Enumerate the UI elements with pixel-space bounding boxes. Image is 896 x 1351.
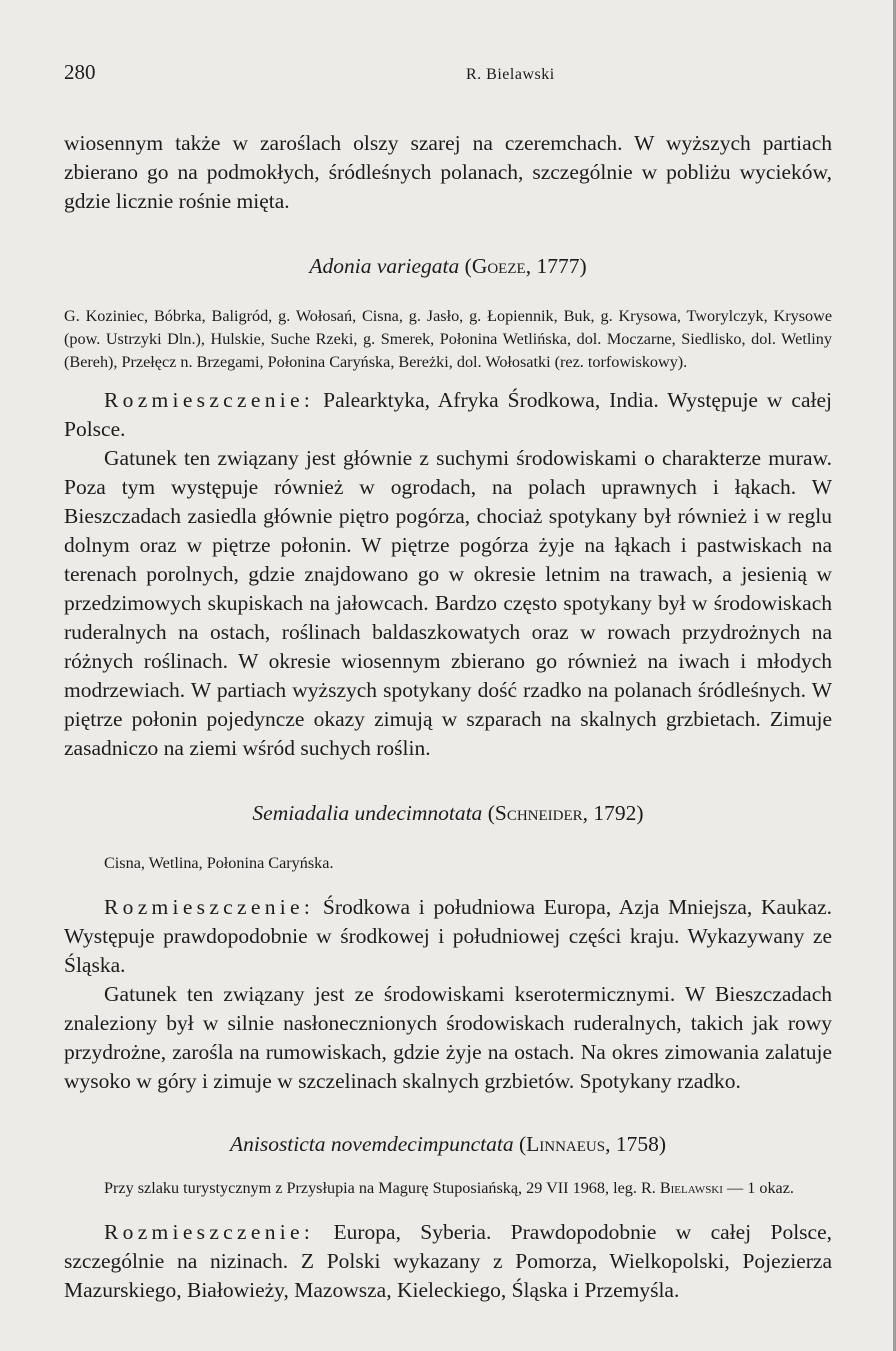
species-name: Anisosticta novemdecimpunctata [229,1132,514,1156]
specimen-count: — 1 okaz. [726,1179,794,1197]
page-number: 280 [64,60,96,84]
species-author: Goeze [471,254,526,278]
species-year: 1792 [593,801,637,825]
ecology-paragraph: Gatunek ten związany jest ze środowiskami kserotermicznymi. W Bieszczadach znaleziony był w silnie nasłonecznionych środowiskach ruderalnych, takich jak rowy przydrożne, zarośla na rumowiskach, gdzie żyje na ostach. Na okres zimowania zalatuje wysoko w góry i zimuje w szczelinach skalnych grzbietów. Spotykany rzadko. [64,982,832,1093]
page-header [64,60,834,85]
species-heading: Anisosticta novemdecimpunctata (Linnaeus, 1758) [229,1132,667,1156]
intro-paragraph: wiosennym także w zaroślach olszy szarej na czeremchach. W wyższych partiach zbierano go na podmokłych, śródleśnych polanach, szczególnie w pobliżu wycieków, gdzie licznie rośnie mięta. [64,131,832,213]
collector-name: Bielawski [659,1179,723,1197]
species-author: Linnaeus [526,1132,606,1156]
species-name: Adonia variegata [309,254,460,278]
distribution-text: Palearktyka, Afryka Środkowa, India. Występuje w całej Polsce. [64,388,833,441]
locality-text: Przy szlaku turystycznym z Przysłupia na Magurę Stuposiańską, 29 VII 1968, leg. R. [104,1179,656,1197]
distribution-label: Rozmieszczenie: [104,895,315,919]
species-name: Semiadalia undecimnotata [252,801,483,825]
distribution-paragraph [64,386,832,444]
locality-list: G. Koziniec, Bóbrka, Baligród, g. Wołosań, Cisna, g. Jasło, g. Łopiennik, Buk, g. Krysowa, Tworylczyk, Krysowe (pow. Ustrzyki Dln.), Hulskie, Suche Rzeki, g. Smerek, Połonina Wetlińska, dol. Moczarne, Siedlisko, dol. Wetliny (Bereh), Przełęcz n. Brzegami, Połonina Caryńska, Bereżki, dol. Wołosatki (rez. torfowiskowy). [64,307,832,371]
species-year: 1777 [536,254,580,278]
locality-list: Cisna, Wetlina, Połonina Caryńska. [104,854,334,872]
distribution-paragraph [64,893,832,980]
distribution-paragraph [64,1218,832,1305]
distribution-text: Środkowa i południowa Europa, Azja Mniejsza, Kaukaz. Występuje prawdopodobnie w środkowej i południowej części kraju. Wykazywany ze Śląska. [64,895,833,977]
locality-list [64,1177,832,1200]
species-year: 1758 [615,1132,659,1156]
ecology-paragraph: Gatunek ten związany jest głównie z suchymi środowiskami o charakterze muraw. Poza tym występuje również w ogrodach, na polach uprawnych i łąkach. W Bieszczadach zasiedla głównie piętro pogórza, chociaż spotykany był również i w reglu dolnym oraz w piętrze połonin. W piętrze pogórza żyje na łąkach i pastwiskach na terenach porolnych, gdzie znajdowano go w okresie letnim na trawach, a jesienią w przedzimowych skupiskach na jałowcach. Bardzo często spotykany był w środowiskach ruderalnych na ostach, roślinach baldaszkowatych oraz w rowach przydrożnych na różnych roślinach. W okresie wiosennym zbierano go również na iwach i młodych modrzewiach. W partiach wyższych spotykany dość rzadko na polanach śródleśnych. W piętrze połonin pojedyncze okazy zimują w szparach na skalnych grzbietach. Zimuje zasadniczo na ziemi wśród suchych roślin. [64,446,832,760]
distribution-text: Europa, Syberia. Prawdopodobnie w całej Polsce, szczególnie na nizinach. Z Polski wykazany z Pomorza, Wielkopolski, Pojezierza Mazurskiego, Białowieży, Mazowsza, Kieleckiego, Śląska i Przemyśla. [64,1220,833,1302]
species-heading: Adonia variegata (Goeze, 1777) [309,254,587,278]
species-heading: Semiadalia undecimnotata (Schneider, 1792) [252,801,644,825]
distribution-label: Rozmieszczenie: [104,388,315,412]
species-author: Schneider [494,801,583,825]
distribution-label: Rozmieszczenie: [104,1220,315,1244]
running-head: R. Bielawski [466,66,555,83]
